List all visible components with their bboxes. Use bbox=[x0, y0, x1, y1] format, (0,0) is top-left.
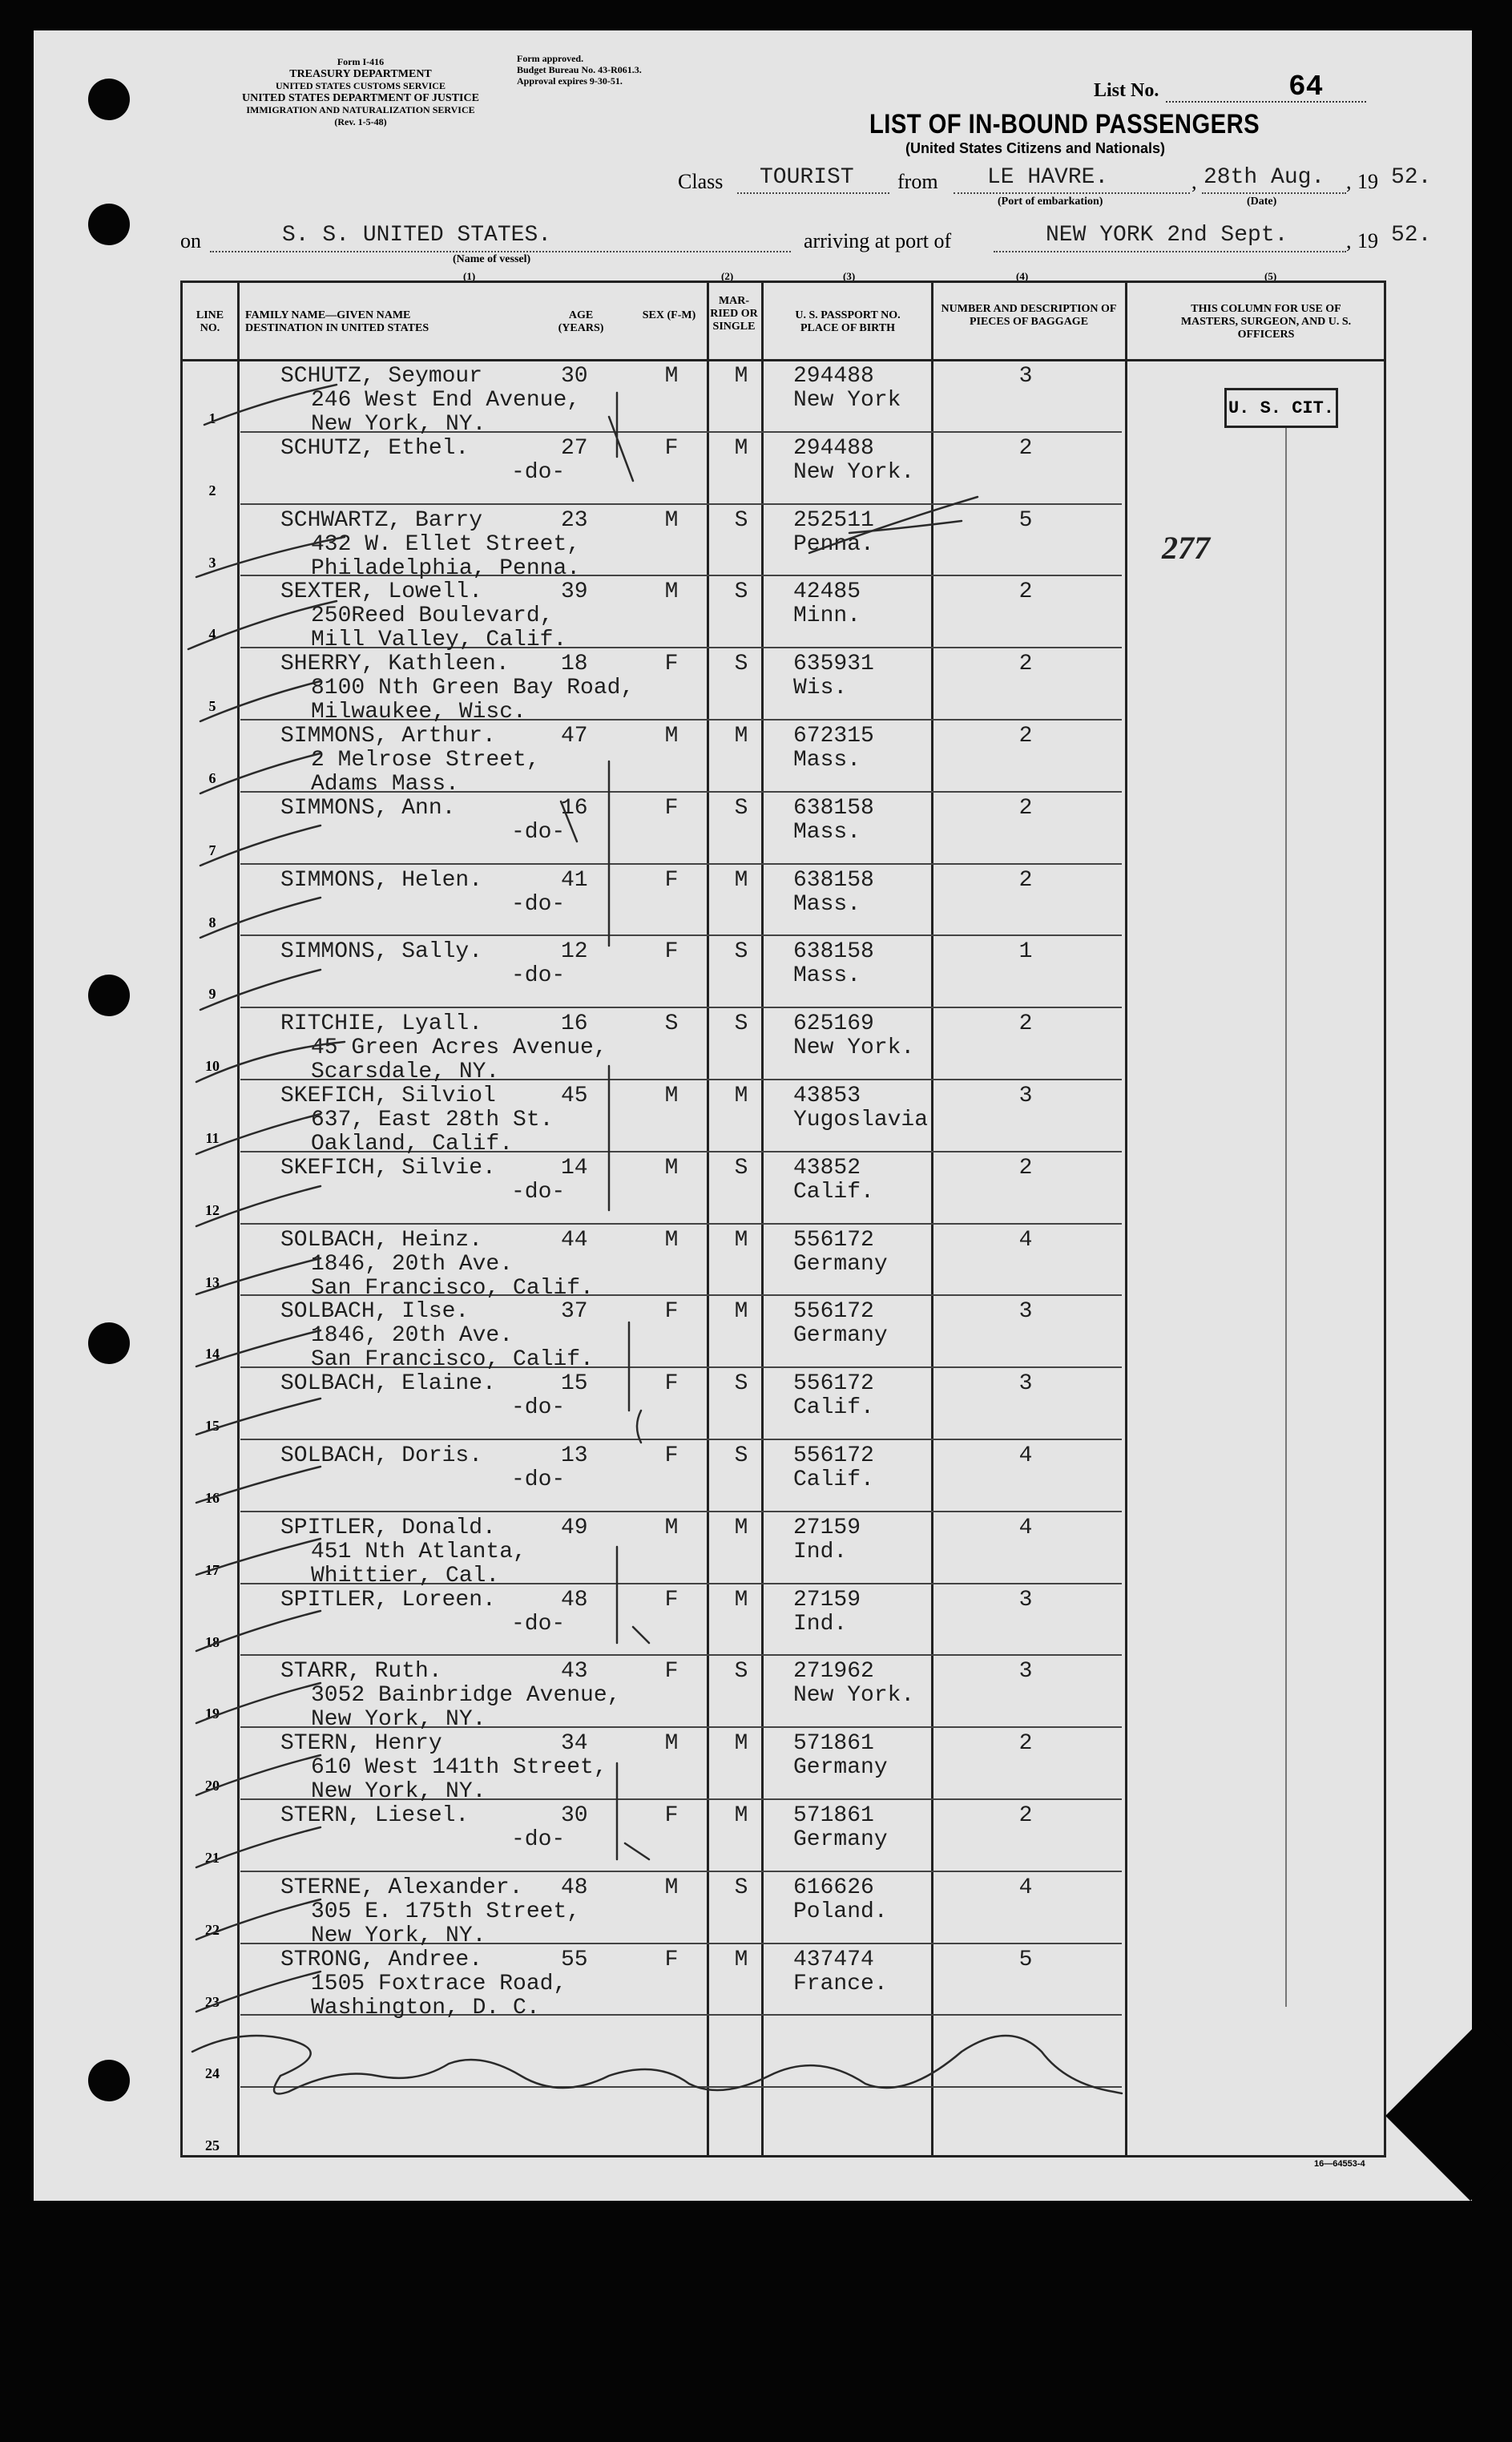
passenger-age: 39 bbox=[561, 579, 588, 605]
check-mark bbox=[200, 825, 321, 866]
passenger-age: 14 bbox=[561, 1155, 588, 1181]
check-mark bbox=[204, 385, 337, 425]
passenger-name: STERN, Liesel. bbox=[280, 1803, 470, 1828]
date-value: 28th Aug. bbox=[1204, 165, 1325, 190]
comma: , bbox=[1191, 170, 1197, 193]
place-of-birth: New York. bbox=[793, 459, 915, 485]
line-number: 5 bbox=[208, 698, 216, 715]
address-line-2: New York, NY. bbox=[311, 412, 486, 437]
us-citizen-stamp: U. S. CIT. bbox=[1224, 388, 1338, 428]
line-number: 13 bbox=[205, 1273, 220, 1290]
line-number: 24 bbox=[205, 2065, 220, 2082]
passenger-marital-status: M bbox=[734, 1947, 748, 1972]
place-of-birth: Penna. bbox=[793, 531, 874, 557]
page-subtitle: (United States Citizens and Nationals) bbox=[905, 140, 1166, 156]
passenger-sex: F bbox=[664, 1371, 679, 1397]
place-of-birth: Ind. bbox=[793, 1539, 848, 1564]
on-label: on bbox=[180, 229, 201, 252]
baggage-count: 2 bbox=[1018, 867, 1033, 893]
check-mark bbox=[196, 1258, 321, 1294]
year-suffix: 52. bbox=[1391, 165, 1432, 190]
baggage-count: 4 bbox=[1018, 1443, 1033, 1468]
address-line-2: Washington, D. C. bbox=[311, 1995, 540, 2020]
ditto-address: -do- bbox=[511, 1467, 566, 1492]
passenger-marital-status: S bbox=[734, 579, 748, 605]
check-mark bbox=[196, 1539, 321, 1575]
passenger-age: 34 bbox=[561, 1731, 588, 1757]
passenger-marital-status: S bbox=[734, 1443, 748, 1468]
passenger-name: SIMMONS, Helen. bbox=[280, 867, 483, 893]
passenger-marital-status: S bbox=[734, 1875, 748, 1900]
tick-mark bbox=[629, 1322, 641, 1443]
ditto-address: -do- bbox=[511, 459, 566, 485]
class-label: Class bbox=[678, 170, 724, 193]
passenger-marital-status: M bbox=[734, 1803, 748, 1828]
passport-number: 625169 bbox=[793, 1011, 874, 1037]
col-header-baggage: NUMBER AND DESCRIPTION OF PIECES OF BAGGAGE bbox=[941, 303, 1117, 328]
passenger-sex: M bbox=[664, 724, 679, 749]
arriving-label: arriving at port of bbox=[804, 229, 952, 252]
passenger-name: STERN, Henry bbox=[280, 1731, 442, 1757]
check-mark bbox=[196, 497, 978, 577]
passport-number: 571861 bbox=[793, 1803, 874, 1828]
passport-number: 616626 bbox=[793, 1875, 874, 1900]
passenger-marital-status: S bbox=[734, 652, 748, 677]
ditto-address: -do- bbox=[511, 819, 566, 845]
passenger-marital-status: M bbox=[734, 724, 748, 749]
baggage-count: 3 bbox=[1018, 1587, 1033, 1613]
passenger-age: 23 bbox=[561, 507, 588, 533]
passenger-age: 43 bbox=[561, 1659, 588, 1685]
address-line-1: 1505 Foxtrace Road, bbox=[311, 1971, 567, 1996]
passport-number: 571861 bbox=[793, 1731, 874, 1757]
passenger-sex: F bbox=[664, 1587, 679, 1613]
passenger-age: 49 bbox=[561, 1515, 588, 1540]
address-line-1: 3052 Bainbridge Avenue, bbox=[311, 1683, 621, 1709]
address-line-1: 1846, 20th Ave. bbox=[311, 1323, 514, 1349]
place-of-birth: Poland. bbox=[793, 1899, 888, 1924]
line-number: 7 bbox=[208, 842, 216, 858]
list-no-label: List No. bbox=[1094, 80, 1159, 101]
address-line-2: Mill Valley, Calif. bbox=[311, 628, 567, 653]
passenger-age: 47 bbox=[561, 724, 588, 749]
passenger-marital-status: S bbox=[734, 795, 748, 821]
passenger-name: SPITLER, Loreen. bbox=[280, 1587, 496, 1613]
place-of-birth: Wis. bbox=[793, 676, 848, 701]
passenger-name: SEXTER, Lowell. bbox=[280, 579, 483, 605]
address-line-2: Oakland, Calif. bbox=[311, 1132, 514, 1156]
column-number: (5) bbox=[1264, 270, 1277, 282]
place-of-birth: Mass. bbox=[793, 748, 861, 773]
check-mark bbox=[196, 1114, 321, 1154]
line-number: 4 bbox=[208, 626, 216, 643]
col-header-officers: THIS COLUMN FOR USE OF MASTERS, SURGEON, AND U. S. OFFICERS bbox=[1180, 303, 1352, 341]
place-of-birth: New York bbox=[793, 388, 901, 413]
ditto-address: -do- bbox=[511, 1611, 566, 1637]
ditto-address: -do- bbox=[511, 963, 566, 989]
line-number: 21 bbox=[205, 1850, 220, 1866]
baggage-count: 2 bbox=[1018, 1155, 1033, 1181]
ditto-address: -do- bbox=[511, 891, 566, 917]
passenger-sex: F bbox=[664, 435, 679, 461]
passenger-marital-status: M bbox=[734, 435, 748, 461]
check-mark bbox=[196, 1611, 321, 1651]
handwritten-number: 277 bbox=[1162, 530, 1210, 566]
passenger-sex: M bbox=[664, 1227, 679, 1253]
passenger-sex: F bbox=[664, 1803, 679, 1828]
passenger-name: SHERRY, Kathleen. bbox=[280, 652, 510, 677]
address-line-1: 305 E. 175th Street, bbox=[311, 1899, 581, 1924]
line-number: 6 bbox=[208, 770, 216, 786]
passenger-marital-status: S bbox=[734, 939, 748, 965]
passenger-sex: M bbox=[664, 1084, 679, 1108]
address-line-2: San Francisco, Calif. bbox=[311, 1275, 594, 1301]
line-number: 22 bbox=[205, 1921, 220, 1938]
signature bbox=[192, 2036, 1122, 2094]
passenger-age: 44 bbox=[561, 1227, 588, 1253]
passport-number: 556172 bbox=[793, 1371, 874, 1397]
column-number: (2) bbox=[721, 270, 734, 282]
baggage-count: 3 bbox=[1018, 364, 1033, 389]
check-mark bbox=[196, 1399, 321, 1435]
place-of-birth: Germany bbox=[793, 1323, 888, 1349]
address-line-1: 451 Nth Atlanta, bbox=[311, 1539, 526, 1564]
passenger-age: 55 bbox=[561, 1947, 588, 1972]
passport-number: 43852 bbox=[793, 1155, 861, 1181]
address-line-2: New York, NY. bbox=[311, 1779, 486, 1805]
passenger-name: SOLBACH, Elaine. bbox=[280, 1371, 496, 1397]
ins-label: IMMIGRATION AND NATURALIZATION SERVICE bbox=[246, 104, 475, 115]
class-value: TOURIST bbox=[760, 165, 854, 190]
passenger-name: SCHUTZ, Ethel. bbox=[280, 435, 470, 461]
tick-mark bbox=[617, 1547, 649, 1643]
line-number: 10 bbox=[205, 1058, 220, 1075]
approval-line: Budget Bureau No. 43-R061.3. bbox=[517, 64, 642, 75]
place-of-birth: Germany bbox=[793, 1827, 888, 1852]
treasury-label: TREASURY DEPARTMENT bbox=[289, 68, 432, 80]
arrival-year-suffix: 52. bbox=[1391, 223, 1432, 248]
passenger-age: 30 bbox=[561, 1803, 588, 1828]
passenger-sex: M bbox=[664, 1875, 679, 1900]
line-number: 20 bbox=[205, 1778, 220, 1794]
check-mark bbox=[196, 1755, 321, 1795]
port-caption: (Port of embarkation) bbox=[998, 196, 1103, 208]
baggage-count: 2 bbox=[1018, 435, 1033, 461]
passenger-sex: F bbox=[664, 795, 679, 821]
passenger-marital-status: M bbox=[734, 1227, 748, 1253]
check-mark bbox=[196, 1899, 321, 1939]
address-line-2: Adams Mass. bbox=[311, 772, 459, 797]
passenger-sex: M bbox=[664, 1155, 679, 1181]
col-header-passport: U. S. PASSPORT NO. PLACE OF BIRTH bbox=[795, 309, 901, 334]
page-title: LIST OF IN-BOUND PASSENGERS bbox=[869, 109, 1260, 139]
passenger-name: RITCHIE, Lyall. bbox=[280, 1011, 483, 1037]
col-header-line: LINE NO. bbox=[196, 309, 224, 334]
baggage-count: 4 bbox=[1018, 1227, 1033, 1253]
check-mark bbox=[196, 1330, 321, 1366]
passenger-marital-status: M bbox=[734, 364, 748, 389]
check-mark bbox=[196, 1972, 321, 2012]
passport-number: 556172 bbox=[793, 1227, 874, 1253]
passport-number: 638158 bbox=[793, 795, 874, 821]
address-line-1: 2 Melrose Street, bbox=[311, 748, 540, 773]
line-number: 25 bbox=[205, 2137, 220, 2154]
vessel-caption: (Name of vessel) bbox=[453, 253, 531, 265]
address-line-1: 8100 Nth Green Bay Road, bbox=[311, 676, 635, 701]
passenger-name: SCHWARTZ, Barry bbox=[280, 507, 483, 533]
year-prefix: 19 bbox=[1357, 170, 1378, 193]
place-of-birth: Minn. bbox=[793, 603, 861, 629]
passenger-sex: M bbox=[664, 579, 679, 605]
passenger-age: 30 bbox=[561, 364, 588, 389]
place-of-birth: Ind. bbox=[793, 1611, 848, 1637]
passenger-sex: M bbox=[664, 1515, 679, 1540]
place-of-birth: Germany bbox=[793, 1755, 888, 1781]
passenger-age: 18 bbox=[561, 652, 588, 677]
check-mark bbox=[196, 1186, 321, 1226]
line-number: 12 bbox=[205, 1201, 220, 1218]
vessel-value: S. S. UNITED STATES. bbox=[282, 223, 552, 248]
passenger-marital-status: M bbox=[734, 1587, 748, 1613]
baggage-count: 5 bbox=[1018, 1947, 1033, 1972]
passport-number: 437474 bbox=[793, 1947, 874, 1972]
baggage-count: 2 bbox=[1018, 579, 1033, 605]
passenger-marital-status: S bbox=[734, 1011, 748, 1037]
list-no-value: 64 bbox=[1288, 71, 1324, 103]
place-of-birth: Calif. bbox=[793, 1395, 874, 1421]
passenger-name: SCHUTZ, Seymour bbox=[280, 364, 483, 389]
passenger-sex: F bbox=[664, 867, 679, 893]
baggage-count: 2 bbox=[1018, 1731, 1033, 1757]
passenger-name: SIMMONS, Sally. bbox=[280, 939, 483, 965]
passenger-sex: F bbox=[664, 1659, 679, 1685]
passenger-sex: M bbox=[664, 364, 679, 389]
passenger-marital-status: M bbox=[734, 1084, 748, 1108]
form-number: Form I-416 bbox=[337, 56, 385, 67]
passenger-age: 15 bbox=[561, 1371, 588, 1397]
baggage-count: 3 bbox=[1018, 1371, 1033, 1397]
check-mark bbox=[200, 681, 321, 721]
passenger-name: SOLBACH, Doris. bbox=[280, 1443, 483, 1468]
passenger-age: 16 bbox=[561, 1011, 588, 1037]
baggage-count: 2 bbox=[1018, 795, 1033, 821]
from-label: from bbox=[897, 170, 938, 193]
revision-label: (Rev. 1-5-48) bbox=[334, 116, 387, 127]
address-line-2: San Francisco, Calif. bbox=[311, 1347, 594, 1373]
tick-mark bbox=[609, 393, 633, 481]
passport-number: 294488 bbox=[793, 435, 874, 461]
address-line-1: 246 West End Avenue, bbox=[311, 388, 581, 413]
line-number: 11 bbox=[205, 1130, 220, 1146]
line-number: 3 bbox=[208, 554, 216, 571]
baggage-count: 1 bbox=[1018, 939, 1033, 965]
passport-number: 43853 bbox=[793, 1084, 861, 1108]
address-line-2: New York, NY. bbox=[311, 1707, 486, 1733]
passenger-age: 12 bbox=[561, 939, 588, 965]
passenger-age: 45 bbox=[561, 1084, 588, 1108]
check-mark bbox=[200, 753, 321, 793]
passport-number: 638158 bbox=[793, 939, 874, 965]
passenger-name: STARR, Ruth. bbox=[280, 1659, 442, 1685]
place-of-birth: New York. bbox=[793, 1035, 915, 1061]
baggage-count: 4 bbox=[1018, 1515, 1033, 1540]
line-number: 2 bbox=[208, 482, 216, 498]
check-mark bbox=[196, 1683, 321, 1723]
baggage-count: 2 bbox=[1018, 652, 1033, 677]
check-mark bbox=[196, 1827, 321, 1867]
address-line-1: 610 West 141th Street, bbox=[311, 1755, 607, 1781]
place-of-birth: France. bbox=[793, 1971, 888, 1996]
check-mark bbox=[196, 1467, 321, 1503]
address-line-2: Whittier, Cal. bbox=[311, 1563, 500, 1588]
passenger-sex: M bbox=[664, 1731, 679, 1757]
passenger-marital-status: M bbox=[734, 1515, 748, 1540]
place-of-birth: Mass. bbox=[793, 963, 861, 989]
ditto-address: -do- bbox=[511, 1395, 566, 1421]
passport-number: 556172 bbox=[793, 1299, 874, 1325]
passenger-sex: S bbox=[664, 1011, 679, 1037]
line-number: 14 bbox=[205, 1346, 220, 1362]
line-number: 16 bbox=[205, 1490, 220, 1506]
passport-number: 556172 bbox=[793, 1443, 874, 1468]
place-of-birth: Mass. bbox=[793, 891, 861, 917]
passenger-sex: F bbox=[664, 652, 679, 677]
place-of-birth: New York. bbox=[793, 1683, 915, 1709]
tick-mark bbox=[617, 1763, 649, 1859]
passenger-age: 16 bbox=[561, 795, 588, 821]
passenger-marital-status: M bbox=[734, 1299, 748, 1325]
line-number: 1 bbox=[208, 410, 216, 426]
customs-label: UNITED STATES CUSTOMS SERVICE bbox=[276, 80, 446, 91]
line-number: 9 bbox=[208, 986, 216, 1003]
address-line-1: 432 W. Ellet Street, bbox=[311, 531, 581, 557]
passenger-marital-status: S bbox=[734, 507, 748, 533]
passenger-marital-status: S bbox=[734, 1371, 748, 1397]
column-number: (1) bbox=[463, 270, 476, 282]
col-header-name: FAMILY NAME—GIVEN NAME DESTINATION IN UNITED STATES bbox=[245, 309, 429, 334]
passport-number: 271962 bbox=[793, 1659, 874, 1685]
place-of-birth: Calif. bbox=[793, 1179, 874, 1205]
ditto-address: -do- bbox=[511, 1179, 566, 1205]
address-line-1: 250Reed Boulevard, bbox=[311, 603, 554, 629]
col-header-age: AGE (YEARS) bbox=[558, 309, 604, 334]
approval-line: Form approved. bbox=[517, 53, 584, 64]
line-number: 18 bbox=[205, 1633, 220, 1650]
baggage-count: 2 bbox=[1018, 1011, 1033, 1037]
check-mark bbox=[196, 1042, 345, 1082]
passport-number: 635931 bbox=[793, 652, 874, 677]
comma: , bbox=[1346, 170, 1352, 193]
baggage-count: 2 bbox=[1018, 1803, 1033, 1828]
passenger-name: SIMMONS, Ann. bbox=[280, 795, 456, 821]
tick-mark bbox=[561, 761, 609, 946]
address-line-1: 1846, 20th Ave. bbox=[311, 1251, 514, 1277]
address-line-1: 45 Green Acres Avenue, bbox=[311, 1035, 607, 1061]
approval-line: Approval expires 9-30-51. bbox=[517, 75, 623, 87]
arrival-value: NEW YORK 2nd Sept. bbox=[1046, 223, 1288, 248]
line-number: 17 bbox=[205, 1561, 220, 1578]
baggage-count: 5 bbox=[1018, 507, 1033, 533]
passenger-name: SOLBACH, Heinz. bbox=[280, 1227, 483, 1253]
place-of-birth: Germany bbox=[793, 1251, 888, 1277]
passenger-sex: F bbox=[664, 1299, 679, 1325]
baggage-count: 3 bbox=[1018, 1084, 1033, 1108]
column-number: (4) bbox=[1016, 270, 1029, 282]
passenger-age: 27 bbox=[561, 435, 588, 461]
passenger-name: SKEFICH, Silviol bbox=[280, 1084, 496, 1108]
print-code: 16—64553-4 bbox=[1314, 2159, 1365, 2169]
passenger-age: 37 bbox=[561, 1299, 588, 1325]
passport-number: 27159 bbox=[793, 1515, 861, 1540]
date-caption: (Date) bbox=[1247, 196, 1277, 208]
passenger-marital-status: S bbox=[734, 1155, 748, 1181]
address-line-2: Scarsdale, NY. bbox=[311, 1060, 500, 1085]
address-line-2: Milwaukee, Wisc. bbox=[311, 700, 526, 725]
ditto-address: -do- bbox=[511, 1827, 566, 1852]
passenger-age: 48 bbox=[561, 1875, 588, 1900]
place-of-birth: Mass. bbox=[793, 819, 861, 845]
baggage-count: 3 bbox=[1018, 1659, 1033, 1685]
col-header-marital: MAR- RIED OR SINGLE bbox=[710, 295, 758, 333]
comma: , bbox=[1346, 229, 1352, 252]
line-number: 23 bbox=[205, 1993, 220, 2010]
passport-number: 638158 bbox=[793, 867, 874, 893]
line-number: 15 bbox=[205, 1418, 220, 1435]
passenger-name: STRONG, Andree. bbox=[280, 1947, 483, 1972]
address-line-2: Philadelphia, Penna. bbox=[311, 555, 581, 581]
baggage-count: 4 bbox=[1018, 1875, 1033, 1900]
passenger-sex: F bbox=[664, 1947, 679, 1972]
passenger-sex: M bbox=[664, 507, 679, 533]
port-value: LE HAVRE. bbox=[987, 165, 1109, 190]
baggage-count: 2 bbox=[1018, 724, 1033, 749]
passenger-name: SPITLER, Donald. bbox=[280, 1515, 496, 1540]
check-mark bbox=[200, 970, 321, 1010]
passenger-marital-status: S bbox=[734, 1659, 748, 1685]
place-of-birth: Calif. bbox=[793, 1467, 874, 1492]
passenger-sex: F bbox=[664, 1443, 679, 1468]
address-line-2: New York, NY. bbox=[311, 1923, 486, 1948]
passenger-name: SKEFICH, Silvie. bbox=[280, 1155, 496, 1181]
passport-number: 27159 bbox=[793, 1587, 861, 1613]
address-line-1: 637, East 28th St. bbox=[311, 1108, 554, 1132]
passenger-marital-status: M bbox=[734, 1731, 748, 1757]
baggage-count: 3 bbox=[1018, 1299, 1033, 1325]
col-header-sex: SEX (F-M) bbox=[642, 309, 696, 321]
passenger-name: SOLBACH, Ilse. bbox=[280, 1299, 470, 1325]
passport-number: 672315 bbox=[793, 724, 874, 749]
line-number: 8 bbox=[208, 914, 216, 930]
check-mark bbox=[200, 898, 321, 938]
line-number: 19 bbox=[205, 1705, 220, 1722]
passport-number: 42485 bbox=[793, 579, 861, 605]
passport-number: 294488 bbox=[793, 364, 874, 389]
passenger-marital-status: M bbox=[734, 867, 748, 893]
passenger-age: 48 bbox=[561, 1587, 588, 1613]
passenger-age: 13 bbox=[561, 1443, 588, 1468]
passenger-sex: F bbox=[664, 939, 679, 965]
passenger-name: SIMMONS, Arthur. bbox=[280, 724, 496, 749]
passenger-name: STERNE, Alexander. bbox=[280, 1875, 523, 1900]
passenger-age: 41 bbox=[561, 867, 588, 893]
place-of-birth: Yugoslavia bbox=[793, 1108, 929, 1132]
justice-label: UNITED STATES DEPARTMENT OF JUSTICE bbox=[242, 92, 479, 104]
passport-number: 252511 bbox=[793, 507, 874, 533]
column-number: (3) bbox=[843, 270, 856, 282]
arrival-year-prefix: 19 bbox=[1357, 229, 1378, 252]
